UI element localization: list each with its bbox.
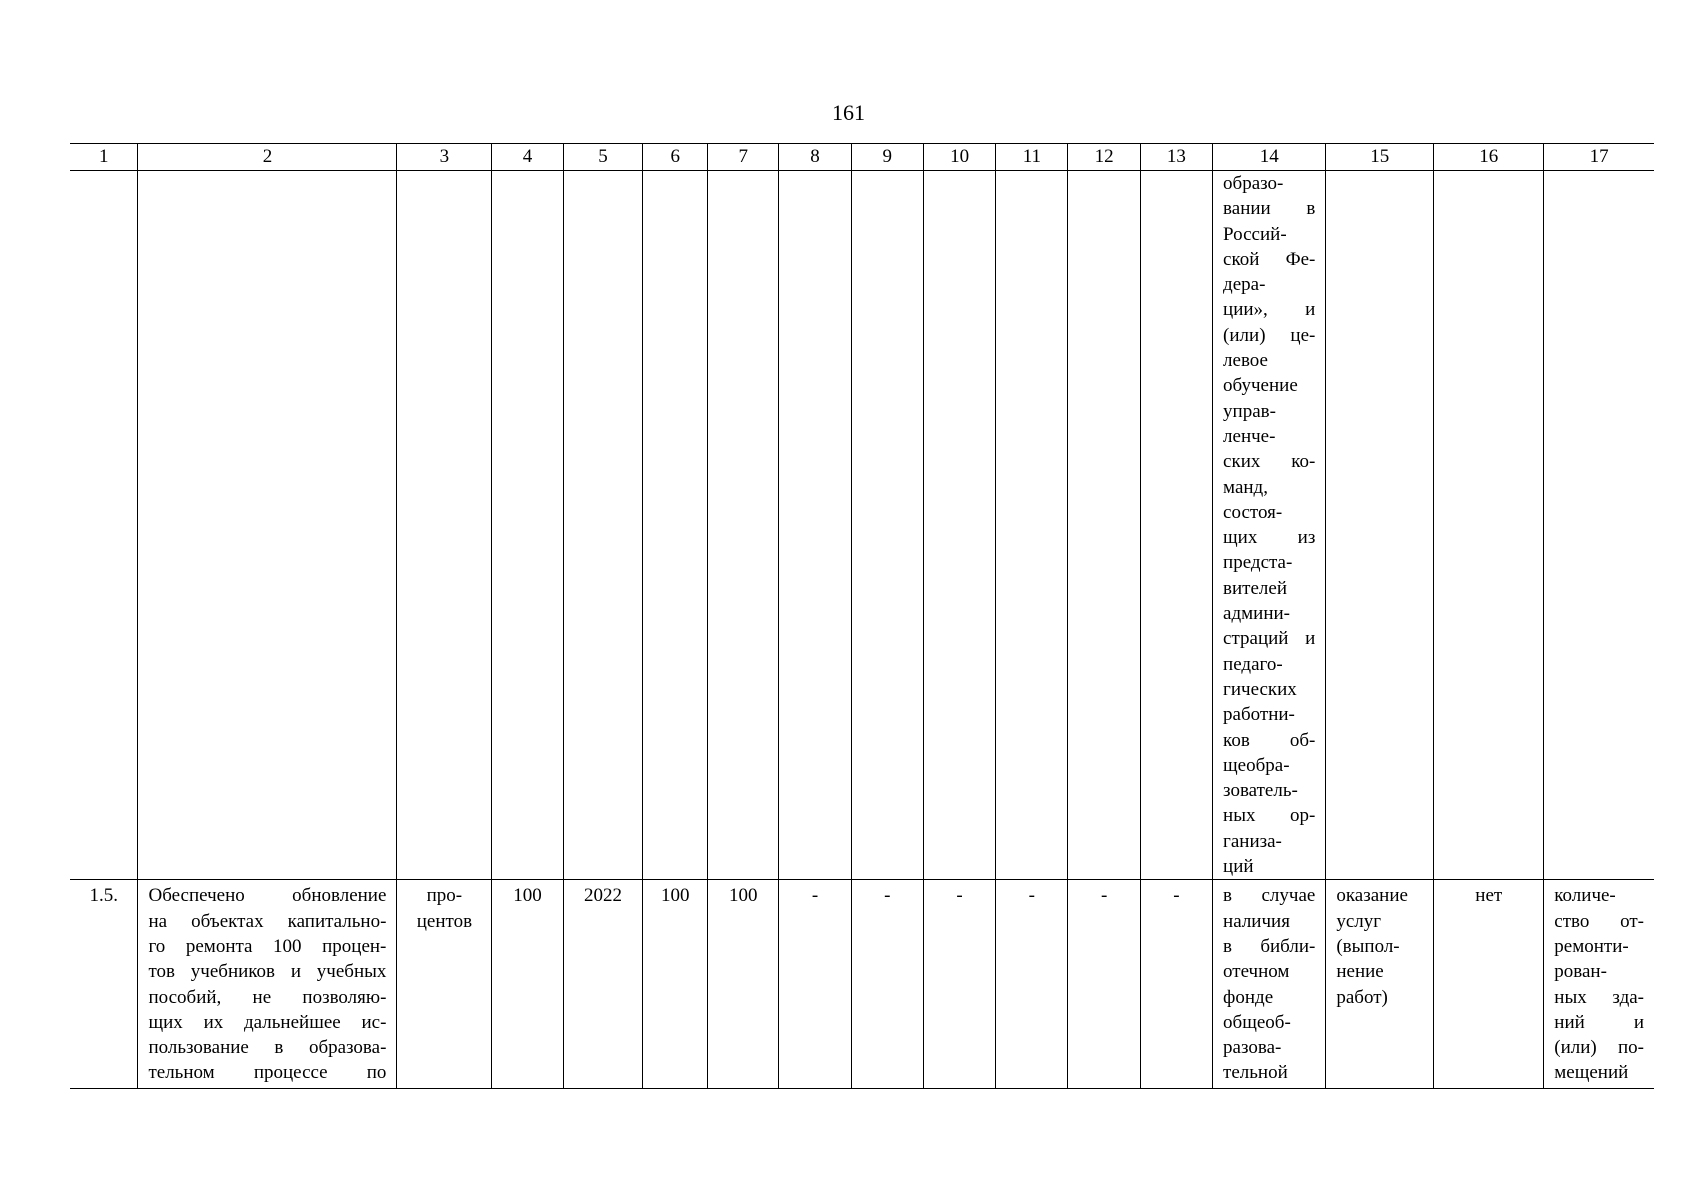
table-cell <box>70 171 138 880</box>
text-line: про- <box>426 885 463 907</box>
text-line: щеобра- <box>1223 754 1290 776</box>
table-header-row <box>70 144 1654 171</box>
table-cell <box>492 171 563 880</box>
table-cell <box>138 171 397 880</box>
row-value-col6: 100 <box>643 880 708 1089</box>
text-line: нение <box>1336 961 1384 983</box>
text-line: гических <box>1223 678 1297 700</box>
text-line: работ) <box>1336 986 1388 1008</box>
row-unit <box>397 880 492 1089</box>
row-number: 1.5. <box>70 880 138 1089</box>
text-line: ство от- <box>1554 910 1644 932</box>
text-line: тельном процессе по <box>148 1062 387 1084</box>
text-line: разова- <box>1223 1037 1282 1059</box>
table-cell <box>397 171 492 880</box>
table-cell <box>643 171 708 880</box>
text-line: тельной <box>1223 1062 1288 1084</box>
header-cell: 12 <box>1068 144 1140 171</box>
text-line: тов учебников и учебных <box>148 961 387 983</box>
table-cell <box>563 171 643 880</box>
header-cell: 2 <box>138 144 397 171</box>
row-value-col7: 100 <box>708 880 779 1089</box>
text-line: го ремонта 100 процен- <box>148 935 387 957</box>
text-line: отечном <box>1223 961 1290 983</box>
row-type <box>1326 880 1434 1089</box>
text-line: ганиза- <box>1223 830 1282 852</box>
text-line: оказание <box>1336 885 1408 907</box>
table-cell <box>1434 171 1544 880</box>
table-cell <box>1140 171 1212 880</box>
header-cell: 8 <box>779 144 851 171</box>
table-cell <box>708 171 779 880</box>
row-year: 2022 <box>563 880 643 1089</box>
header-cell: 6 <box>643 144 708 171</box>
table-row <box>70 880 1654 1089</box>
text-line: ской Фе- <box>1223 248 1316 270</box>
header-cell: 5 <box>563 144 643 171</box>
text-line: ных зда- <box>1554 986 1644 1008</box>
text-line: пособий, не позволяю- <box>148 986 387 1008</box>
row-indicator <box>1544 880 1654 1089</box>
text-line: мещений <box>1554 1062 1629 1084</box>
text-line: ных ор- <box>1223 805 1316 827</box>
header-cell: 4 <box>492 144 563 171</box>
text-line: страций и <box>1223 628 1316 650</box>
text-line: ний и <box>1554 1011 1644 1033</box>
text-line: (или) по- <box>1554 1037 1644 1059</box>
header-cell: 13 <box>1140 144 1212 171</box>
text-line: образо- <box>1223 173 1284 194</box>
table-cell <box>1326 171 1434 880</box>
header-cell: 16 <box>1434 144 1544 171</box>
text-line: манд, <box>1223 476 1268 498</box>
header-cell: 17 <box>1544 144 1654 171</box>
text-line: щих их дальнейшее ис- <box>148 1011 387 1033</box>
text-line: ции», и <box>1223 299 1316 321</box>
header-cell: 9 <box>851 144 923 171</box>
row-value-col10: - <box>923 880 995 1089</box>
text-line: (выпол- <box>1336 935 1400 957</box>
header-cell: 7 <box>708 144 779 171</box>
text-line: Обеспечено обновление <box>148 885 387 907</box>
table-row-continuation <box>70 171 1654 880</box>
text-line: ских ко- <box>1223 451 1316 473</box>
text-line: общеоб- <box>1223 1011 1291 1033</box>
document-table <box>70 143 1654 1089</box>
table-cell <box>779 171 851 880</box>
text-line: количе- <box>1554 885 1616 907</box>
text-line: рован- <box>1554 961 1607 983</box>
row-value-col16: нет <box>1434 880 1544 1089</box>
header-cell: 15 <box>1326 144 1434 171</box>
text-line: педаго- <box>1223 653 1283 675</box>
text-line: обучение <box>1223 375 1298 397</box>
header-cell: 14 <box>1213 144 1326 171</box>
text-line: работни- <box>1223 704 1295 726</box>
text-line: фонде <box>1223 986 1274 1008</box>
table-cell <box>1068 171 1140 880</box>
text-line: центов <box>416 910 473 932</box>
text-line: вителей <box>1223 577 1288 599</box>
page-number: 161 <box>832 100 865 125</box>
text-line: (или) це- <box>1223 324 1316 346</box>
text-line: ленче- <box>1223 425 1276 447</box>
text-line: ков об- <box>1223 729 1316 751</box>
table-cell <box>1544 171 1654 880</box>
row-value-col4: 100 <box>492 880 563 1089</box>
text-line: дера- <box>1223 274 1266 296</box>
continuation-text-col14 <box>1213 171 1326 880</box>
text-line: предста- <box>1223 552 1293 574</box>
row-value-col13: - <box>1140 880 1212 1089</box>
row-description <box>138 880 397 1089</box>
text-line: в библи- <box>1223 935 1316 957</box>
header-cell: 11 <box>996 144 1068 171</box>
text-line: на объектах капитально- <box>148 910 387 932</box>
row-value-col9: - <box>851 880 923 1089</box>
text-line: админи- <box>1223 603 1291 625</box>
text-line: услуг <box>1336 910 1382 932</box>
table-cell <box>996 171 1068 880</box>
text-line: ций <box>1223 856 1254 878</box>
text-line: зователь- <box>1223 780 1298 802</box>
text-line: Россий- <box>1223 223 1287 245</box>
text-line: состоя- <box>1223 501 1283 523</box>
header-cell: 10 <box>923 144 995 171</box>
table-cell <box>851 171 923 880</box>
header-cell: 3 <box>397 144 492 171</box>
text-line: щих из <box>1223 527 1316 549</box>
text-line: левое <box>1223 350 1268 372</box>
row-condition <box>1213 880 1326 1089</box>
text-line: в случае <box>1223 885 1316 907</box>
text-line: наличия <box>1223 910 1290 932</box>
table-cell <box>923 171 995 880</box>
row-value-col11: - <box>996 880 1068 1089</box>
text-line: пользование в образова- <box>148 1037 387 1059</box>
header-cell: 1 <box>70 144 138 171</box>
row-value-col8: - <box>779 880 851 1089</box>
text-line: управ- <box>1223 400 1276 422</box>
text-line: вании в <box>1223 198 1316 220</box>
text-line: ремонти- <box>1554 935 1629 957</box>
row-value-col12: - <box>1068 880 1140 1089</box>
